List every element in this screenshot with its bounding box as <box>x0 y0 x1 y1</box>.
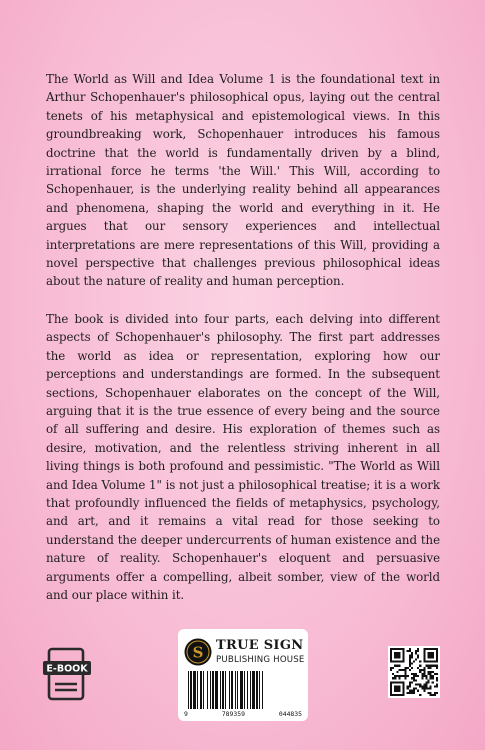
qr-module <box>392 677 394 679</box>
qr-module <box>421 688 423 690</box>
qr-module <box>419 686 421 688</box>
qr-module <box>417 648 419 650</box>
qr-module <box>413 661 415 663</box>
qr-module <box>411 690 413 692</box>
barcode-bar <box>193 671 196 709</box>
qr-module <box>423 673 425 675</box>
barcode-bar <box>229 671 230 709</box>
ebook-label: E-BOOK <box>46 663 88 675</box>
barcode-bar <box>252 671 255 709</box>
qr-module <box>419 694 421 696</box>
qr-module <box>405 669 407 671</box>
barcode-bar <box>215 671 218 709</box>
qr-module <box>413 673 415 675</box>
qr-module <box>396 665 398 667</box>
barcode-bar <box>237 671 238 709</box>
qr-module <box>423 669 425 671</box>
qr-module <box>428 671 430 673</box>
qr-module <box>419 661 421 663</box>
qr-module <box>411 656 413 658</box>
qr-module <box>417 690 419 692</box>
qr-module <box>428 692 430 694</box>
qr-module <box>411 667 413 669</box>
qr-module <box>413 677 415 679</box>
qr-module <box>421 686 423 688</box>
qr-module <box>436 686 438 688</box>
qr-module <box>398 677 400 679</box>
qr-module <box>417 650 419 652</box>
publisher-logo-letter: S <box>192 643 204 662</box>
qr-module <box>430 694 432 696</box>
qr-module <box>411 663 413 665</box>
qr-module <box>400 675 402 677</box>
barcode-bar <box>212 671 214 709</box>
qr-module <box>409 656 411 658</box>
qr-module <box>434 665 436 667</box>
qr-module <box>436 683 438 685</box>
ebook-icon <box>42 646 92 702</box>
qr-module <box>423 675 425 677</box>
qr-module <box>405 671 407 673</box>
qr-module <box>430 667 432 669</box>
qr-module <box>417 675 419 677</box>
barcode-bar <box>247 671 248 709</box>
barcode-bar <box>188 671 189 709</box>
qr-module <box>436 692 438 694</box>
barcode-bar <box>220 671 221 709</box>
qr-module <box>436 673 438 675</box>
qr-module <box>403 675 405 677</box>
qr-module <box>409 692 411 694</box>
qr-module <box>430 686 432 688</box>
qr-module <box>411 654 413 656</box>
back-cover-blurb <box>46 70 440 623</box>
qr-module <box>407 667 409 669</box>
qr-module <box>411 681 413 683</box>
barcode-bar <box>250 671 251 709</box>
qr-module <box>419 671 421 673</box>
qr-module <box>425 688 427 690</box>
qr-module <box>425 665 427 667</box>
qr-module <box>417 667 419 669</box>
barcode-bar <box>231 671 233 709</box>
barcode-bar <box>244 671 245 709</box>
qr-module <box>430 692 432 694</box>
qr-module <box>415 650 417 652</box>
qr-module <box>394 675 396 677</box>
qr-module <box>425 683 427 685</box>
qr-module <box>428 652 434 658</box>
qr-module <box>430 673 432 675</box>
ebook-badge <box>42 646 92 702</box>
qr-module <box>405 673 407 675</box>
barcode-bar <box>256 671 258 709</box>
qr-module <box>411 692 413 694</box>
qr-module <box>407 650 409 652</box>
isbn-number <box>184 710 302 718</box>
qr-module <box>396 675 398 677</box>
qr-module <box>394 677 396 679</box>
qr-module <box>407 692 409 694</box>
qr-module <box>409 683 411 685</box>
qr-module <box>390 667 392 669</box>
qr-module <box>405 677 407 679</box>
qr-module <box>392 673 394 675</box>
qr-module <box>430 677 432 679</box>
qr-module <box>423 667 425 669</box>
qr-module <box>432 677 434 679</box>
qr-module <box>398 665 400 667</box>
barcode-bar <box>197 671 198 709</box>
publisher-logo-icon <box>184 638 212 666</box>
qr-module <box>409 648 411 650</box>
isbn-group-1: 789359 <box>221 710 245 718</box>
qr-module <box>394 652 400 658</box>
qr-module <box>411 652 413 654</box>
qr-module <box>411 673 413 675</box>
qr-module <box>425 681 427 683</box>
qr-module <box>432 681 434 683</box>
qr-module <box>415 658 417 660</box>
qr-module <box>428 673 430 675</box>
qr-module <box>423 688 425 690</box>
qr-module <box>428 665 430 667</box>
barcode-bar <box>259 671 260 709</box>
qr-module <box>407 686 409 688</box>
qr-module <box>432 671 434 673</box>
qr-module <box>419 665 421 667</box>
qr-module <box>430 688 432 690</box>
blurb-paragraph-1: The World as Will and Idea Volume 1 is the foundational text in Arthur Schopenhauer's philosophical opus, laying out the central tenets of his metaphysical and epistemological views. In this groundbreaking work, Schopenhauer introduces his famous doctrine that the world is fundamentally driven by a blind, irrational force he terms 'the Will.' This Will, according to Schopenhauer, is the underlying reality behind all appearances and phenomena, shaping the world and everything in it. He argues that our sensory experiences and intellectual interpretations are mere representations of this Will, providing a novel perspective that challenges previous philosophical ideas about the nature of reality and human perception. <box>46 72 440 289</box>
qr-module <box>415 679 417 681</box>
qr-module <box>413 675 415 677</box>
barcode-bar <box>190 671 192 709</box>
qr-module <box>423 683 425 685</box>
barcode-bar <box>203 671 204 709</box>
qr-module <box>409 690 411 692</box>
qr-module <box>411 677 413 679</box>
qr-module <box>419 669 421 671</box>
barcode-bar <box>235 671 236 709</box>
qr-module <box>430 671 432 673</box>
qr-module <box>423 690 425 692</box>
barcode-bar <box>207 671 208 709</box>
qr-module <box>423 686 425 688</box>
barcode-bar <box>200 671 202 709</box>
qr-module <box>417 683 419 685</box>
qr-module <box>413 688 415 690</box>
qr-module <box>409 663 411 665</box>
qr-module <box>436 679 438 681</box>
qr-module <box>396 671 398 673</box>
qr-module <box>398 669 400 671</box>
barcode-bar <box>262 671 263 709</box>
qr-module <box>394 665 396 667</box>
qr-module <box>434 686 436 688</box>
qr-module <box>428 688 430 690</box>
barcode-bar <box>222 671 224 709</box>
qr-module <box>425 686 427 688</box>
qr-module <box>417 654 419 656</box>
qr-module <box>434 692 436 694</box>
qr-module <box>409 661 411 663</box>
qr-code-icon <box>388 646 440 698</box>
qr-module <box>413 679 415 681</box>
qr-module <box>425 675 427 677</box>
publisher-name: TRUE SIGN <box>216 638 304 653</box>
qr-module <box>407 688 409 690</box>
qr-module <box>409 665 411 667</box>
qr-module <box>419 683 421 685</box>
barcode-bar <box>240 671 243 709</box>
qr-module <box>432 694 434 696</box>
qr-module <box>428 679 430 681</box>
qr-module <box>434 673 436 675</box>
qr-module <box>428 667 430 669</box>
qr-module <box>415 675 417 677</box>
qr-module <box>432 665 434 667</box>
qr-module <box>400 669 402 671</box>
qr-module <box>432 675 434 677</box>
barcode-bar <box>225 671 226 709</box>
qr-module <box>409 681 411 683</box>
qr-module <box>394 686 400 692</box>
qr-module <box>421 669 423 671</box>
qr-module <box>415 688 417 690</box>
qr-module <box>415 673 417 675</box>
qr-module <box>428 681 430 683</box>
qr-module <box>398 675 400 677</box>
qr-module <box>436 667 438 669</box>
qr-module <box>423 671 425 673</box>
qr-module <box>415 683 417 685</box>
qr-module <box>409 658 411 660</box>
qr-module <box>430 665 432 667</box>
qr-module <box>415 652 417 654</box>
barcode-bar <box>210 671 211 709</box>
qr-module <box>434 694 436 696</box>
isbn-barcode <box>186 671 300 709</box>
qr-module <box>421 677 423 679</box>
blurb-paragraph-2: The book is divided into four parts, each delving into different aspects of Schopenhauer's philosophy. The first part addresses the world as idea or representation, exploring how our perceptions and understandings are formed. In the subsequent sections, Schopenhauer elaborates on the concept of the Will, arguing that it is the true essence of every being and the source of all suffering and desire. His exploration of themes such as desire, motivation, and the relentless striving inherent in all living things is both profound and pessimistic. "The World as Will and Idea Volume 1" is not just a philosophical treatise; it is a work that profoundly influenced the fields of metaphysics, psychology, and art, and it remains a vital read for those seeking to understand the deeper undercurrents of human existence and the nature of reality. Schopenhauer's eloquent and persuasive arguments offer a compelling, albeit somber, view of the world and our place within it. <box>46 311 440 602</box>
qr-module <box>413 690 415 692</box>
qr-module <box>436 677 438 679</box>
publisher-barcode-panel <box>178 629 308 721</box>
qr-module <box>421 675 423 677</box>
qr-module <box>392 667 394 669</box>
qr-module <box>409 654 411 656</box>
qr-module <box>409 669 411 671</box>
isbn-prefix: 9 <box>184 710 188 718</box>
qr-module <box>405 675 407 677</box>
qr-module <box>421 673 423 675</box>
qr-module <box>407 675 409 677</box>
qr-module <box>390 669 392 671</box>
publisher-subname: PUBLISHING HOUSE <box>216 655 305 665</box>
qr-module <box>409 650 411 652</box>
qr-module <box>413 692 415 694</box>
isbn-group-2: 044835 <box>278 710 302 718</box>
qr-module <box>405 667 407 669</box>
qr-module <box>436 665 438 667</box>
qr-module <box>409 686 411 688</box>
qr-module <box>425 677 427 679</box>
qr-module <box>403 669 405 671</box>
qr-module <box>417 656 419 658</box>
qr-module <box>430 675 432 677</box>
